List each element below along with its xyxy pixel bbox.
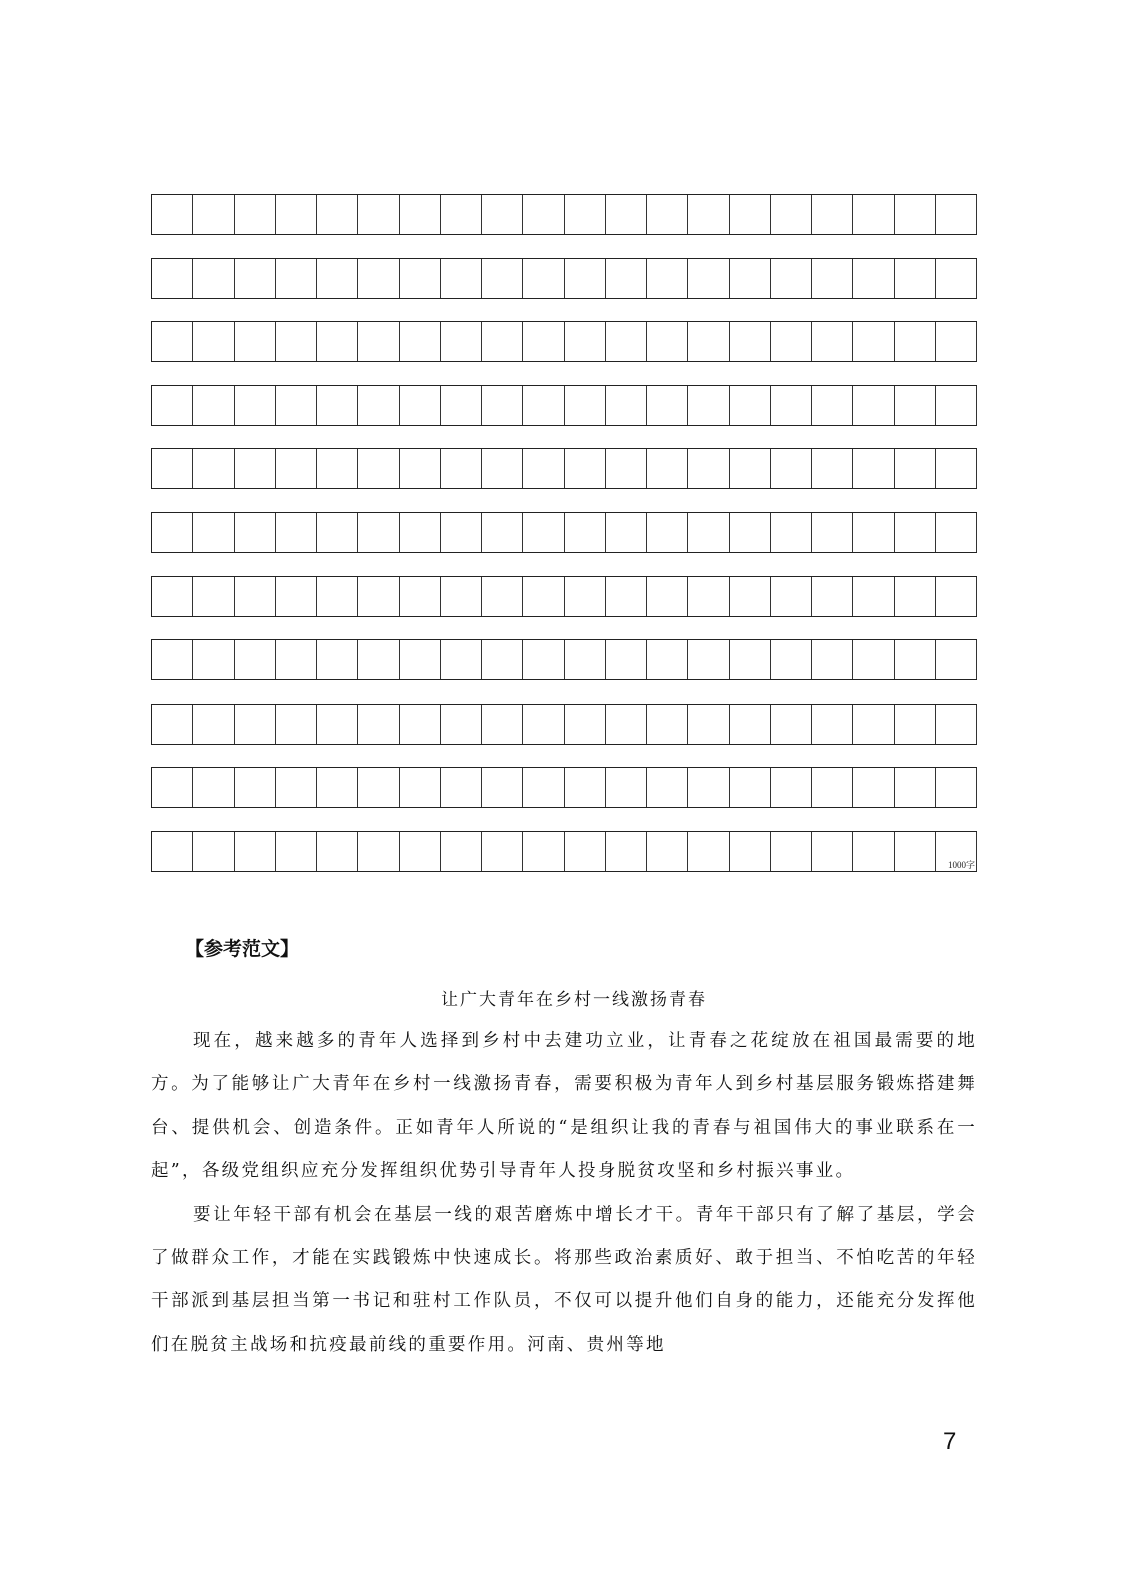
grid-cell (647, 832, 688, 871)
grid-cell (235, 705, 276, 744)
grid-cell (276, 768, 317, 807)
grid-row (151, 576, 977, 617)
grid-cell (812, 768, 853, 807)
grid-row (151, 258, 977, 299)
grid-cell (235, 768, 276, 807)
grid-row (151, 194, 977, 235)
grid-cell (771, 449, 812, 488)
grid-cell (523, 513, 564, 552)
grid-cell (895, 832, 936, 871)
grid-cell (317, 259, 358, 298)
grid-cell (152, 705, 193, 744)
grid-cell (235, 322, 276, 361)
grid-cell (688, 705, 729, 744)
grid-cell (936, 322, 977, 361)
grid-cell (482, 640, 523, 679)
grid-cell (853, 513, 894, 552)
grid-cell (565, 513, 606, 552)
essay-paragraph: 现在，越来越多的青年人选择到乡村中去建功立业，让青春之花绽放在祖国最需要的地方。为了能够让广大青年在乡村一线激扬青春，需要积极为青年人到乡村基层服务锻炼搭建舞台、提供机会、创造条件。正如青年人所说的“是组织让我的青春与祖国伟大的事业联系在一起”，各级党组织应充分发挥组织优势引导青年人投身脱贫攻坚和乡村振兴事业。 (151, 1031, 977, 1182)
grid-cell (895, 768, 936, 807)
grid-cell (565, 259, 606, 298)
grid-cell (276, 513, 317, 552)
grid-cell (606, 640, 647, 679)
grid-cell (358, 768, 399, 807)
grid-cell (235, 449, 276, 488)
grid-cell (688, 449, 729, 488)
grid-cell (152, 513, 193, 552)
grid-cell (812, 195, 853, 234)
grid-cell (523, 195, 564, 234)
grid-cell (771, 577, 812, 616)
grid-cell (647, 705, 688, 744)
grid-cell (317, 322, 358, 361)
grid-cell (730, 386, 771, 425)
grid-cell (812, 705, 853, 744)
grid-cell (853, 705, 894, 744)
essay-paragraph: 要让年轻干部有机会在基层一线的艰苦磨炼中增长才干。青年干部只有了解了基层，学会了做群众工作，才能在实践锻炼中快速成长。将那些政治素质好、敢于担当、不怕吃苦的年轻干部派到基层担当第一书记和驻村工作队员，不仅可以提升他们自身的能力，还能充分发挥他们在脱贫主战场和抗疫最前线的重要作用。河南、贵州等地 (151, 1204, 977, 1355)
grid-cell (235, 640, 276, 679)
grid-cell (358, 386, 399, 425)
grid-cell (276, 832, 317, 871)
grid-cell (895, 513, 936, 552)
grid-cell (771, 386, 812, 425)
grid-cell (317, 386, 358, 425)
grid-cell (193, 322, 234, 361)
grid-cell (317, 768, 358, 807)
grid-cell (482, 386, 523, 425)
grid-cell (441, 577, 482, 616)
grid-cell (688, 640, 729, 679)
grid-cell (400, 449, 441, 488)
grid-cell (936, 449, 977, 488)
grid-cell (358, 322, 399, 361)
grid-cell (812, 386, 853, 425)
grid-cell (317, 705, 358, 744)
grid-cell (812, 322, 853, 361)
grid-cell (523, 768, 564, 807)
grid-cell (565, 640, 606, 679)
grid-cell (400, 705, 441, 744)
grid-cell (771, 832, 812, 871)
essay-title: 让广大青年在乡村一线激扬青春 (441, 990, 707, 1010)
grid-cell (482, 577, 523, 616)
grid-cell (441, 259, 482, 298)
grid-cell (895, 577, 936, 616)
grid-cell (523, 705, 564, 744)
page-number: 7 (943, 1428, 957, 1455)
grid-cell (936, 705, 977, 744)
grid-cell (235, 259, 276, 298)
grid-cell (193, 832, 234, 871)
grid-cell (936, 513, 977, 552)
grid-cell (771, 322, 812, 361)
grid-cell (235, 195, 276, 234)
grid-cell (400, 832, 441, 871)
grid-cell (482, 705, 523, 744)
grid-cell (812, 259, 853, 298)
grid-cell (812, 832, 853, 871)
grid-cell (441, 386, 482, 425)
grid-cell (606, 832, 647, 871)
grid-cell (523, 832, 564, 871)
grid-cell (853, 577, 894, 616)
grid-cell (565, 832, 606, 871)
grid-cell (358, 513, 399, 552)
grid-cell (647, 577, 688, 616)
grid-cell (276, 449, 317, 488)
grid-cell (647, 259, 688, 298)
grid-cell (730, 195, 771, 234)
grid-cell (606, 513, 647, 552)
grid-cell (152, 768, 193, 807)
grid-cell (152, 322, 193, 361)
grid-row (151, 321, 977, 362)
grid-cell (647, 195, 688, 234)
grid-cell (152, 195, 193, 234)
grid-cell (565, 195, 606, 234)
grid-cell (235, 832, 276, 871)
grid-cell (688, 386, 729, 425)
grid-cell (895, 449, 936, 488)
grid-cell (317, 640, 358, 679)
grid-row (151, 512, 977, 553)
grid-cell (152, 640, 193, 679)
grid-cell (771, 195, 812, 234)
grid-cell (152, 832, 193, 871)
grid-cell (400, 577, 441, 616)
grid-cell (276, 386, 317, 425)
grid-cell (358, 832, 399, 871)
grid-cell (193, 640, 234, 679)
grid-cell (853, 768, 894, 807)
grid-cell (647, 513, 688, 552)
grid-cell (895, 322, 936, 361)
grid-cell (523, 259, 564, 298)
grid-cell (771, 705, 812, 744)
grid-cell (193, 449, 234, 488)
grid-cell (441, 195, 482, 234)
grid-cell (276, 322, 317, 361)
grid-cell (730, 768, 771, 807)
grid-cell (895, 195, 936, 234)
grid-cell (565, 386, 606, 425)
grid-cell (606, 259, 647, 298)
grid-cell (523, 449, 564, 488)
grid-cell (771, 640, 812, 679)
grid-cell (771, 259, 812, 298)
grid-cell (853, 259, 894, 298)
word-count-marker: 1000字 (947, 860, 975, 870)
essay-body (151, 1020, 977, 1367)
grid-cell (936, 577, 977, 616)
grid-cell (647, 449, 688, 488)
grid-cell (565, 768, 606, 807)
grid-cell (441, 640, 482, 679)
grid-cell (276, 195, 317, 234)
grid-cell (193, 577, 234, 616)
grid-cell (688, 259, 729, 298)
grid-cell (235, 577, 276, 616)
grid-cell (358, 577, 399, 616)
grid-cell (606, 386, 647, 425)
grid-cell (400, 195, 441, 234)
grid-cell (895, 386, 936, 425)
grid-cell (606, 705, 647, 744)
grid-cell (441, 449, 482, 488)
grid-cell (482, 322, 523, 361)
grid-cell (317, 513, 358, 552)
grid-cell (441, 322, 482, 361)
grid-cell (152, 386, 193, 425)
grid-cell (193, 705, 234, 744)
grid-cell (647, 768, 688, 807)
grid-cell (853, 322, 894, 361)
grid-cell (152, 449, 193, 488)
grid-cell (936, 640, 977, 679)
grid-cell (523, 640, 564, 679)
grid-cell (565, 322, 606, 361)
grid-cell (400, 768, 441, 807)
grid-row (151, 704, 977, 745)
grid-cell (482, 513, 523, 552)
grid-cell (358, 640, 399, 679)
grid-cell (730, 705, 771, 744)
grid-row (151, 448, 977, 489)
grid-cell (688, 513, 729, 552)
grid-cell (565, 705, 606, 744)
grid-cell (441, 513, 482, 552)
grid-row (151, 385, 977, 426)
grid-cell (276, 705, 317, 744)
grid-cell (400, 386, 441, 425)
grid-cell (317, 832, 358, 871)
grid-cell (853, 386, 894, 425)
grid-cell (936, 195, 977, 234)
grid-cell (523, 386, 564, 425)
grid-cell (771, 768, 812, 807)
grid-cell (482, 832, 523, 871)
grid-cell (441, 832, 482, 871)
grid-cell (730, 322, 771, 361)
grid-cell (936, 768, 977, 807)
grid-cell (812, 577, 853, 616)
grid-cell (441, 768, 482, 807)
grid-cell (523, 322, 564, 361)
grid-cell (812, 449, 853, 488)
grid-cell (688, 195, 729, 234)
grid-cell (812, 513, 853, 552)
grid-cell (193, 513, 234, 552)
grid-cell (358, 259, 399, 298)
grid-cell (565, 449, 606, 488)
grid-cell (317, 449, 358, 488)
grid-cell (317, 195, 358, 234)
grid-cell (276, 640, 317, 679)
grid-cell (482, 195, 523, 234)
grid-cell (193, 195, 234, 234)
grid-cell (400, 259, 441, 298)
grid-cell (152, 259, 193, 298)
grid-cell (853, 195, 894, 234)
grid-cell (936, 386, 977, 425)
grid-cell (358, 195, 399, 234)
grid-cell (936, 832, 977, 871)
grid-cell (358, 705, 399, 744)
grid-cell (276, 259, 317, 298)
grid-cell (400, 322, 441, 361)
grid-cell (688, 577, 729, 616)
grid-cell (688, 322, 729, 361)
grid-cell (688, 832, 729, 871)
grid-cell (235, 386, 276, 425)
grid-cell (606, 449, 647, 488)
grid-cell (606, 322, 647, 361)
grid-cell (606, 768, 647, 807)
grid-cell (853, 640, 894, 679)
grid-cell (730, 259, 771, 298)
grid-cell (276, 577, 317, 616)
grid-row (151, 639, 977, 680)
grid-cell (482, 259, 523, 298)
grid-cell (400, 513, 441, 552)
grid-cell (936, 259, 977, 298)
grid-cell (606, 577, 647, 616)
grid-row (151, 831, 977, 872)
grid-cell (771, 513, 812, 552)
section-label: 【参考范文】 (185, 939, 300, 960)
grid-row (151, 767, 977, 808)
grid-cell (647, 640, 688, 679)
grid-cell (647, 322, 688, 361)
grid-cell (400, 640, 441, 679)
grid-cell (853, 832, 894, 871)
grid-cell (606, 195, 647, 234)
grid-cell (193, 259, 234, 298)
grid-cell (235, 513, 276, 552)
grid-cell (523, 577, 564, 616)
grid-cell (895, 640, 936, 679)
grid-cell (193, 386, 234, 425)
grid-cell (730, 577, 771, 616)
grid-cell (730, 513, 771, 552)
grid-cell (358, 449, 399, 488)
grid-cell (482, 768, 523, 807)
grid-cell (730, 832, 771, 871)
grid-cell (441, 705, 482, 744)
grid-cell (193, 768, 234, 807)
grid-cell (853, 449, 894, 488)
grid-cell (482, 449, 523, 488)
grid-cell (895, 259, 936, 298)
grid-cell (317, 577, 358, 616)
grid-cell (730, 449, 771, 488)
grid-cell (812, 640, 853, 679)
grid-cell (895, 705, 936, 744)
grid-cell (565, 577, 606, 616)
grid-cell (688, 768, 729, 807)
grid-cell (730, 640, 771, 679)
grid-cell (647, 386, 688, 425)
grid-cell (152, 577, 193, 616)
